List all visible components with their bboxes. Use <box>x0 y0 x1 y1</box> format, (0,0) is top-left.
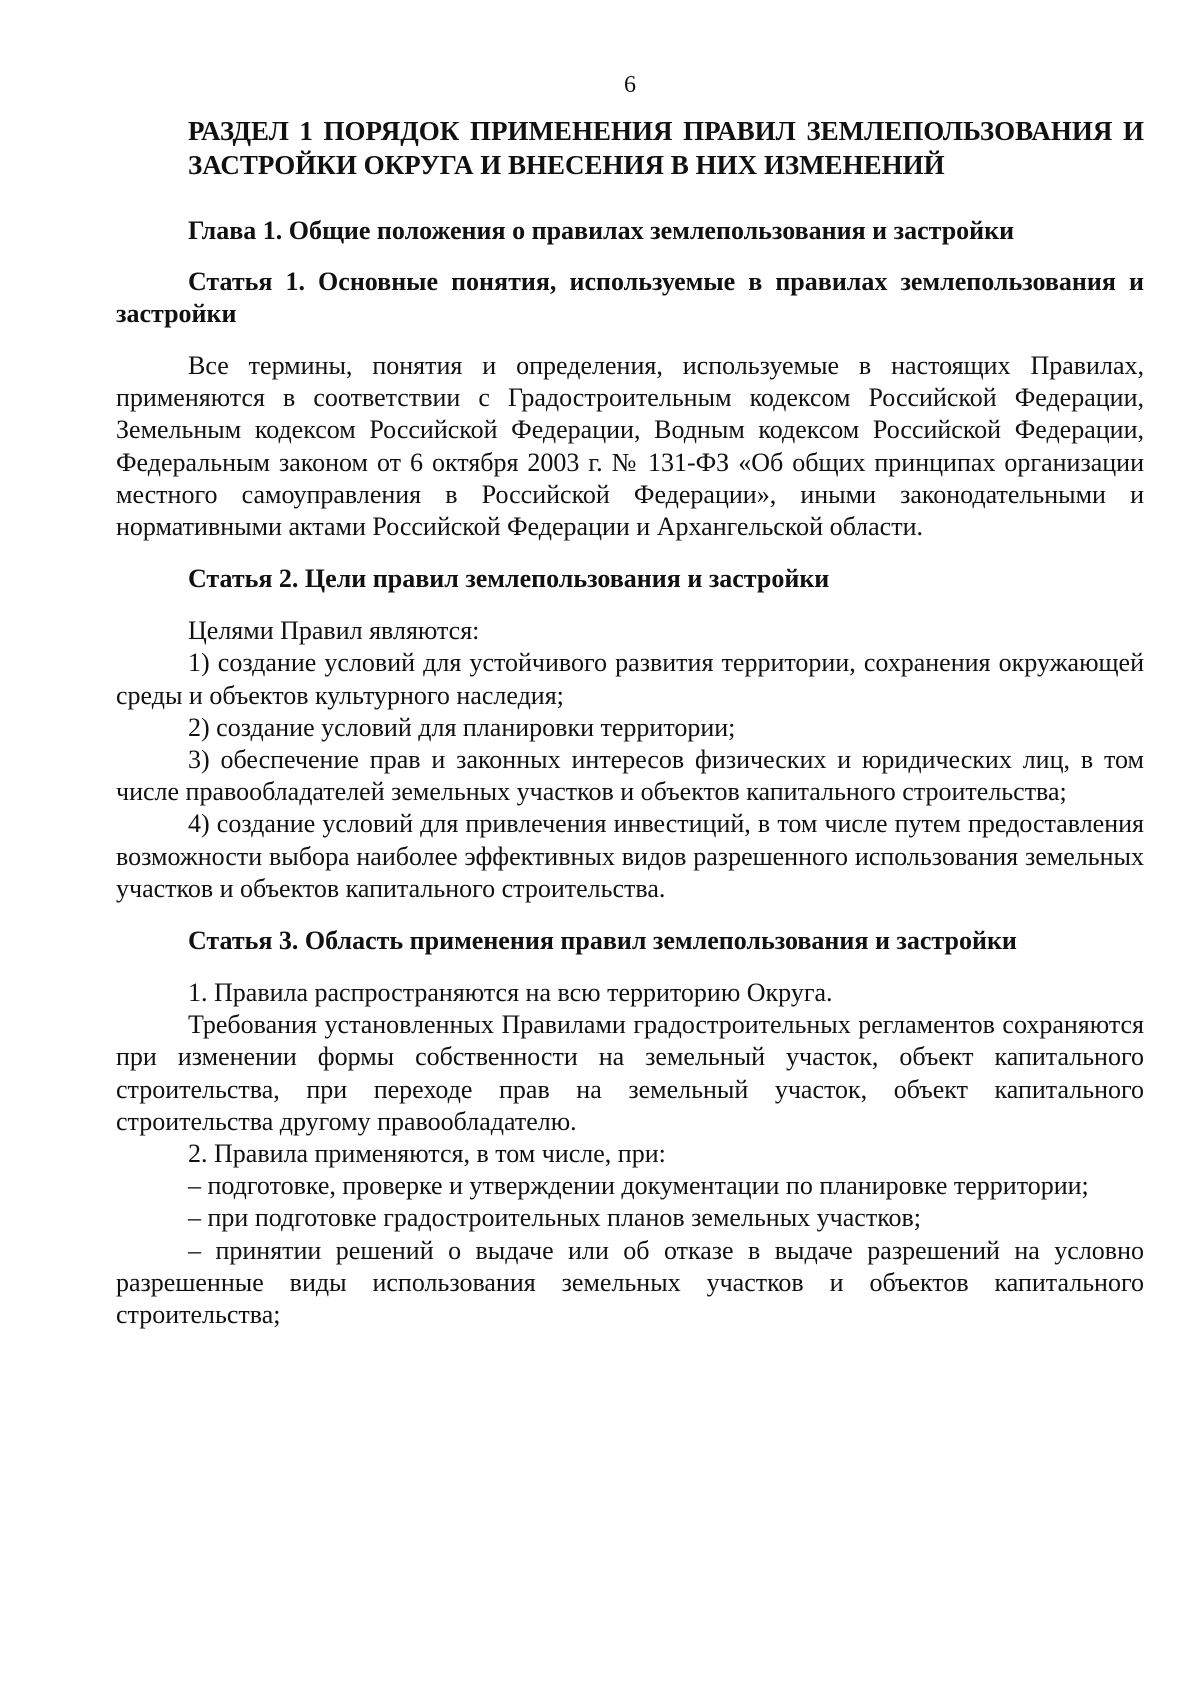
article-3-paragraph: Требования установленных Правилами градостроительных регламентов сохраняются при изменении формы собственности на земельный участок, объект капитального строительства, при переходе прав на земельный участок, объект капитального строительства другому правообладателю. <box>116 1010 1144 1136</box>
article-2-paragraph: 1) создание условий для устойчивого развития территории, сохранения окружающей среды и объектов культурного наследия; <box>116 648 1144 710</box>
article-1-body <box>116 350 1144 543</box>
article-3-paragraph: – при подготовке градостроительных планов земельных участков; <box>188 1203 922 1233</box>
article-3-body <box>116 977 1144 1331</box>
article-3-paragraph: – принятии решений о выдаче или об отказе в выдаче разрешений на условно разрешенные виды использования земельных участков и объектов капитального строительства; <box>116 1235 1144 1330</box>
document-page <box>116 70 1144 1351</box>
article-2-body <box>116 615 1144 905</box>
article-1-paragraph: Все термины, понятия и определения, используемые в настоящих Правилах, применяются в соответствии с Градостроительным кодексом Российской Федерации, Земельным кодексом Российской Федерации, Водным кодексом Российской Федерации, Федеральным законом от 6 октября 2003 г. № 131-ФЗ «Об общих принципах организации местного самоуправления в Российской Федерации», иными законодательными и нормативными актами Российской Федерации и Архангельской области. <box>116 351 1144 542</box>
section-title: РАЗДЕЛ 1 ПОРЯДОК ПРИМЕНЕНИЯ ПРАВИЛ ЗЕМЛЕПОЛЬЗОВАНИЯ И ЗАСТРОЙКИ ОКРУГА И ВНЕСЕНИЯ В НИХ ИЗМЕНЕНИЙ <box>188 116 1144 180</box>
article-3-title: Статья 3. Область применения правил землепользования и застройки <box>188 926 1017 956</box>
article-1-title: Статья 1. Основные понятия, используемые в правилах землепользования и застройки <box>116 267 1144 328</box>
page-number: 6 <box>624 72 636 98</box>
article-2-paragraph: Целями Правил являются: <box>188 616 480 646</box>
article-2-paragraph: 3) обеспечение прав и законных интересов физических и юридических лиц, в том числе правообладателей земельных участков и объектов капитального строительства; <box>116 745 1144 807</box>
article-3-paragraph: 2. Правила применяются, в том числе, при: <box>188 1139 666 1169</box>
chapter-title: Глава 1. Общие положения о правилах землепользования и застройки <box>188 216 1015 245</box>
article-2-title: Статья 2. Цели правил землепользования и застройки <box>188 564 830 594</box>
article-2-paragraph: 4) создание условий для привлечения инвестиций, в том числе путем предоставления возможности выбора наиболее эффективных видов разрешенного использования земельных участков и объектов капитального строительства. <box>116 809 1144 903</box>
article-2-paragraph: 2) создание условий для планировки территории; <box>188 712 736 742</box>
article-3-paragraph: – подготовке, проверке и утверждении документации по планировке территории; <box>188 1171 1089 1201</box>
article-3-paragraph: 1. Правила распространяются на всю территорию Округа. <box>188 978 833 1008</box>
